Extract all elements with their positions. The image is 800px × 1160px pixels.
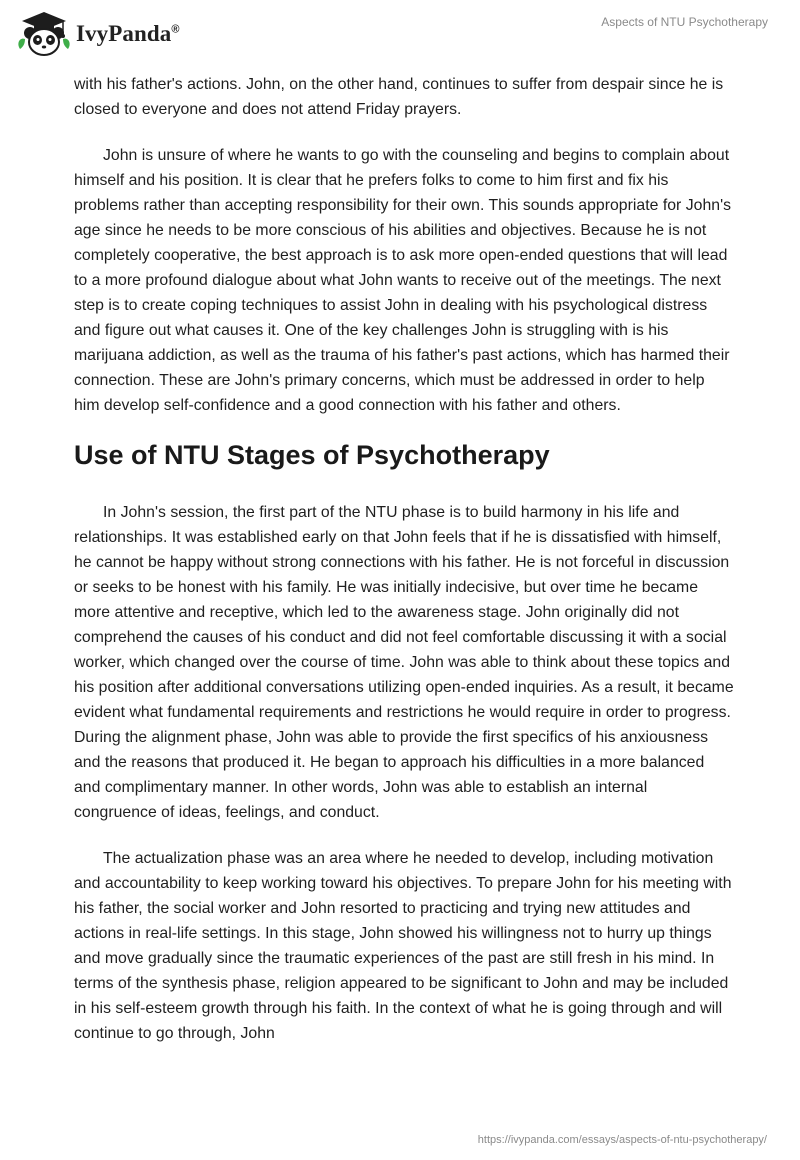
paragraph: John is unsure of where he wants to go with the counseling and begins to complain about himself and his position. It is clear that he prefers folks to come to him first and fix his problems rather than accepting responsibility for their own. This sounds appropriate for John's age since he needs to be more conscious of his abilities and objectives. Because he is not completely cooperative, the best approach is to ask more open-ended questions that will lead to a more profound dialogue about what John wants to receive out of the meetings. The next step is to create coping techniques to assist John in dealing with his psychological distress and figure out what causes it. One of the key challenges John is struggling with is his marijuana addiction, as well as the trauma of his father's past actions, which has harmed their connection. These are John's primary concerns, which must be addressed in order to help him develop self-confidence and a good connection with his father and others. [74, 147, 732, 414]
source-url[interactable]: https://ivypanda.com/essays/aspects-of-ntu-psychotherapy/ [477, 1134, 767, 1146]
panda-graduate-icon [14, 9, 74, 59]
registered-mark: ® [171, 23, 180, 36]
document-title: Aspects of NTU Psychotherapy [601, 15, 768, 29]
brand-name: IvyPanda® [76, 21, 180, 46]
essay-body [74, 72, 734, 1067]
page-header [0, 0, 800, 70]
section-heading: Use of NTU Stages of Psychotherapy [74, 440, 550, 470]
ivypanda-logo[interactable] [14, 9, 180, 59]
paragraph: In John's session, the first part of the NTU phase is to build harmony in his life and relationships. It was established early on that John feels that if he is dissatisfied with himself, he cannot be happy without strong connections with his father. He is not forceful in discussion or seeks to be honest with his family. He was initially indecisive, but over time he became more attentive and receptive, which led to the awareness stage. John originally did not comprehend the causes of his conduct and did not feel comfortable discussing it with a social worker, which changed over the course of time. John was able to think about these topics and his position after additional conversations utilizing open-ended inquiries. As a result, it became evident what fundamental requirements and restrictions he would require in order to progress. During the alignment phase, John was able to provide the first specifics of his anxiousness and the reasons that produced it. He began to approach his difficulties in a more balanced and complimentary manner. In other words, John was able to establish an internal congruence of ideas, feelings, and conduct. [74, 504, 734, 821]
paragraph-continued: with his father's actions. John, on the other hand, continues to suffer from despair since he is closed to everyone and does not attend Friday prayers. [74, 76, 724, 118]
paragraph: The actualization phase was an area where he needed to develop, including motivation and accountability to keep working toward his objectives. To prepare John for his meeting with his father, the social worker and John resorted to practicing and trying new attitudes and actions in real-life settings. In this stage, John showed his willingness not to hurry up things and move gradually since the traumatic experiences of the past are still fresh in his mind. In terms of the synthesis phase, religion appeared to be significant to John and may be included in his self-esteem growth through his faith. In the context of what he is going through and will continue to go through, John [74, 850, 732, 1042]
